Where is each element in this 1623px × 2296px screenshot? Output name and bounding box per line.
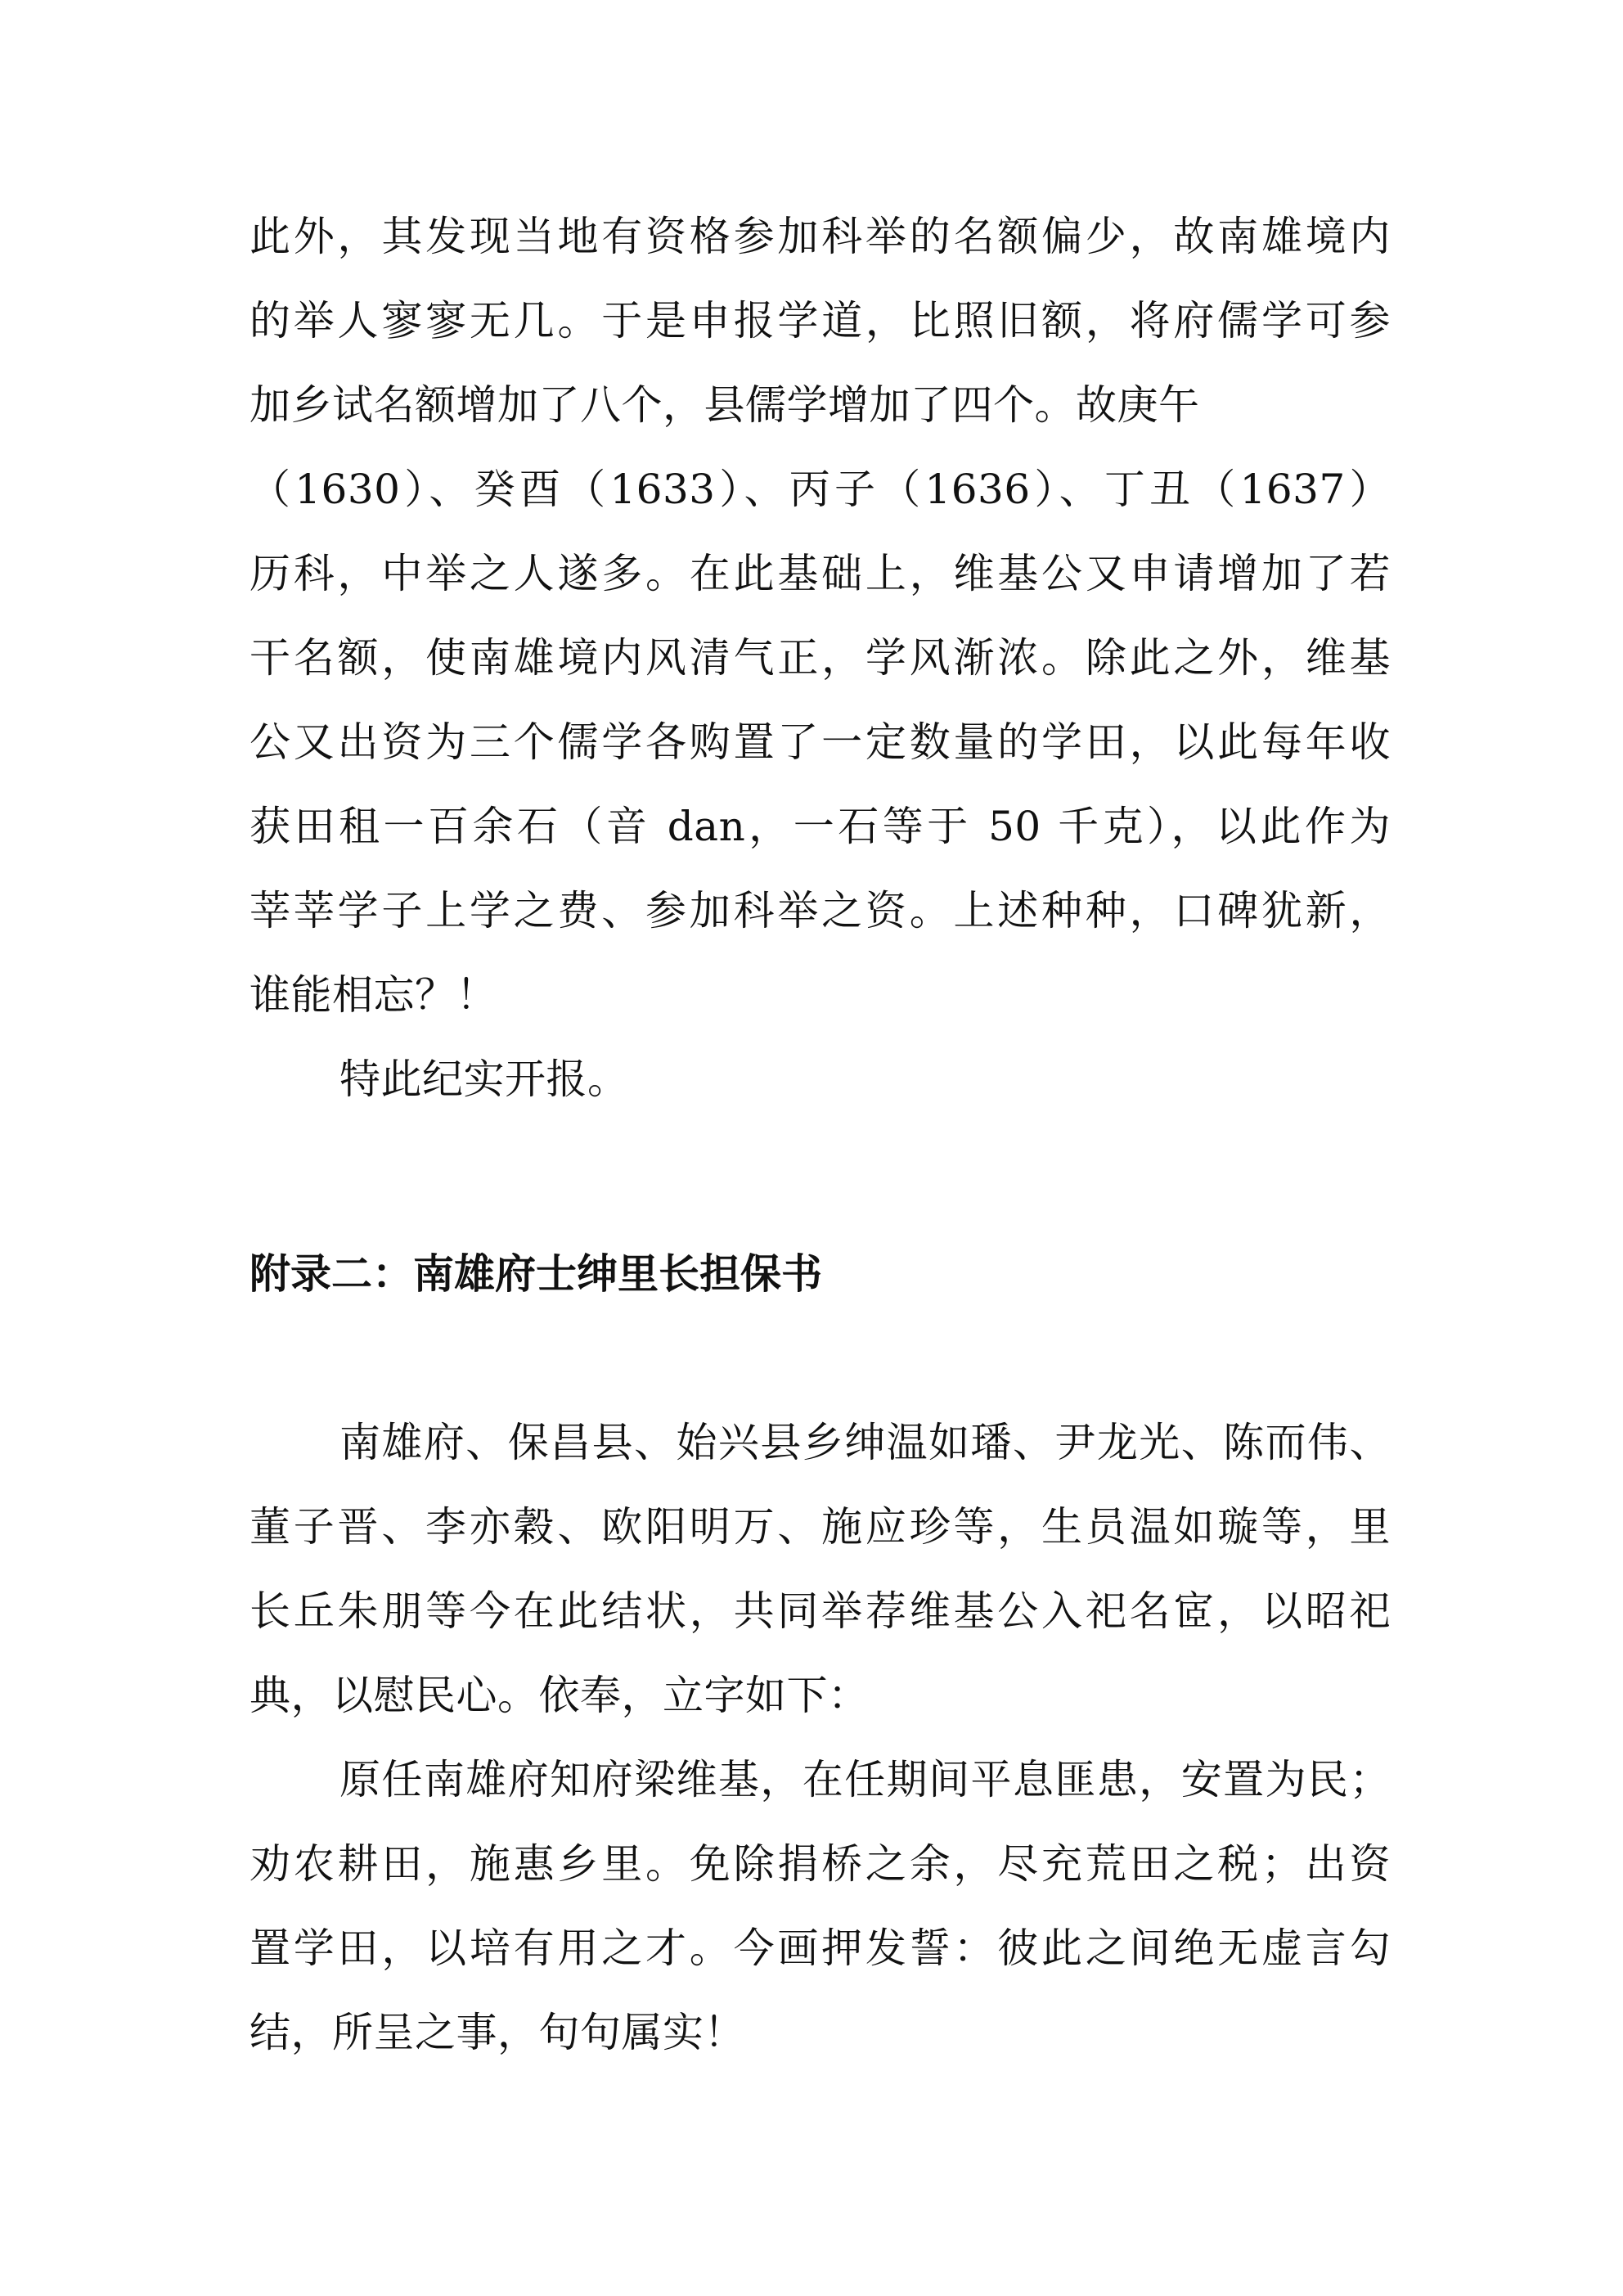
text-line: 历科，中举之人遂多。在此基础上，维基公又申请增加了若 (250, 550, 1391, 597)
text-line: 加乡试名额增加了八个，县儒学增加了四个。故庚午 (250, 381, 1200, 429)
paragraph-continuation (250, 195, 1391, 1122)
text-line: （1630）、癸酉（1633）、丙子（1636）、丁丑（1637） (250, 466, 1391, 513)
text-line: 莘莘学子上学之费、参加科举之资。上述种种，口碑犹新， (250, 887, 1391, 934)
text-line: 南雄府、保昌县、始兴县乡绅温如璠、尹龙光、陈而伟、 (339, 1419, 1391, 1466)
appendix-paragraph-2 (250, 1738, 1391, 2075)
text-line: 干名额，使南雄境内风清气正，学风渐浓。除此之外，维基 (250, 634, 1391, 682)
appendix-paragraph-1 (250, 1401, 1391, 1738)
text-line: 获田租一百余石（音 dan，一石等于 50 千克），以此作为 (250, 803, 1391, 850)
text-line: 原任南雄府知府梁维基，在任期间平息匪患，安置为民； (339, 1756, 1391, 1803)
text-line: 典，以慰民心。依奉，立字如下： (250, 1672, 870, 1719)
text-line: 长丘朱朋等今在此结状，共同举荐维基公入祀名宧，以昭祀 (250, 1587, 1391, 1635)
closing-line: 特此纪实开报。 (339, 1056, 629, 1103)
text-line: 的举人寥寥无几。于是申报学道，比照旧额，将府儒学可参 (250, 297, 1391, 344)
text-line: 董子晋、李亦穀、欧阳明万、施应珍等，生员温如璇等，里 (250, 1503, 1391, 1551)
text-line: 此外，其发现当地有资格参加科举的名额偏少，故南雄境内 (250, 213, 1391, 260)
text-line: 劝农耕田，施惠乡里。免除捐桥之余，尽充荒田之税；出资 (250, 1840, 1391, 1888)
text-line: 置学田，以培有用之才。今画押发誓：彼此之间绝无虚言勾 (250, 1925, 1391, 1972)
text-line: 结，所呈之事，句句属实！ (250, 2009, 745, 2056)
text-line: 谁能相忘？！ (250, 971, 497, 1019)
text-line: 公又出资为三个儒学各购置了一定数量的学田，以此每年收 (250, 718, 1391, 766)
appendix-heading: 附录二：南雄府士绅里长担保书 (250, 1249, 822, 1298)
